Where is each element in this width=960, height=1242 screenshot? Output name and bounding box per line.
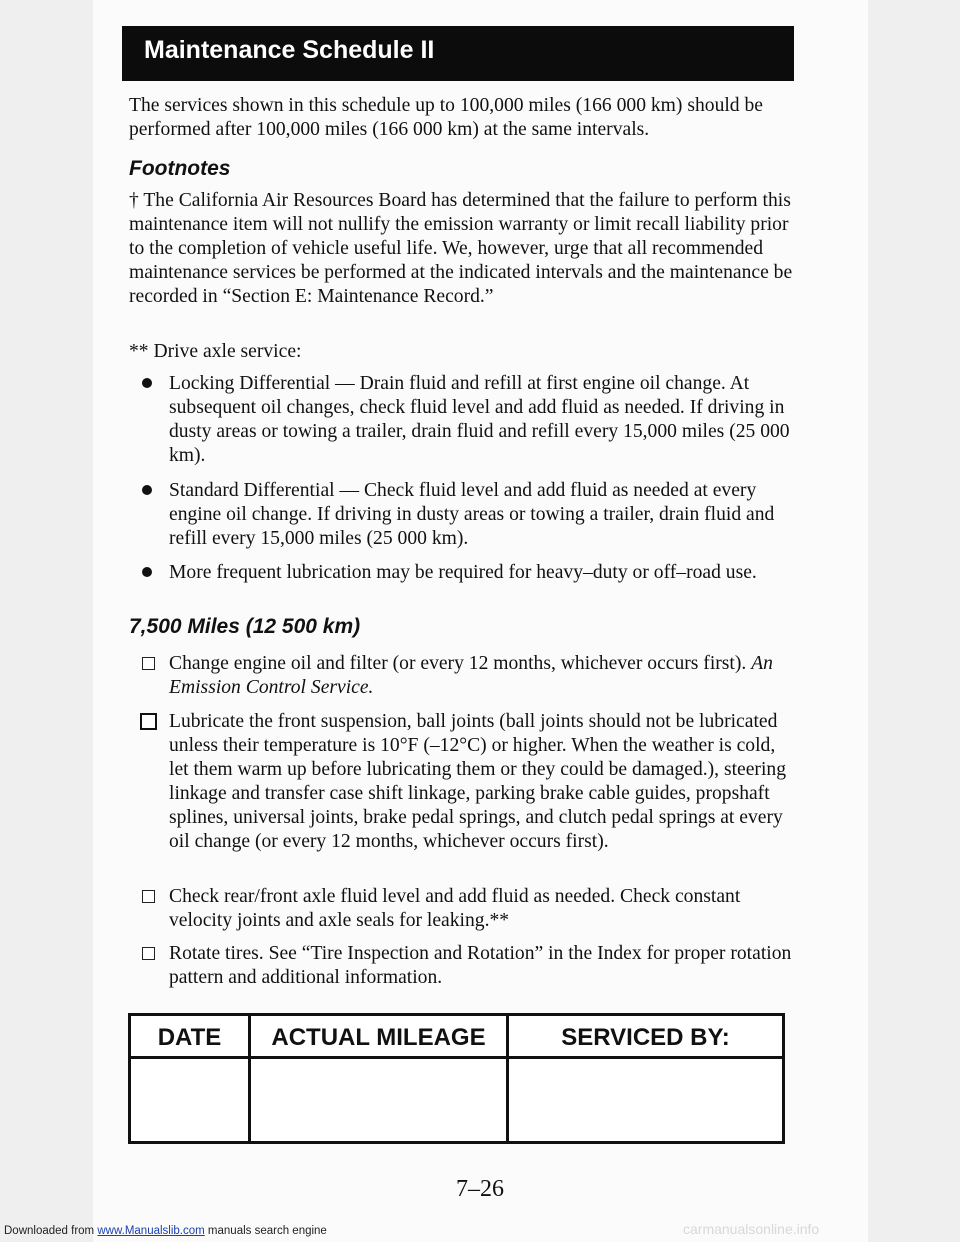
table-header-row: [131, 1016, 782, 1059]
checklist-item-lubricate: [139, 710, 794, 854]
checklist-text: Rotate tires. See “Tire Inspection and Rotation” in the Index for proper rotation pattern and additional information.: [169, 943, 792, 988]
checkbox-icon[interactable]: [142, 947, 155, 960]
checklist-text: Check rear/front axle fluid level and add fluid as needed. Check constant velocity joints and axle seals for leaking.**: [169, 886, 741, 931]
checklist-text: Change engine oil and filter (or every 12 months, whichever occurs first). An Emission Control Service.: [169, 653, 773, 698]
bullet-frequent-lubrication: [139, 561, 794, 585]
col-header-actual-mileage: ACTUAL MILEAGE: [271, 1024, 486, 1051]
manualslib-link[interactable]: www.Manualslib.com: [97, 1225, 205, 1237]
checklist-item-oil-change: [139, 652, 794, 700]
bullet-dot-icon: [142, 485, 152, 495]
checkbox-icon[interactable]: [140, 713, 157, 730]
page-number: 7–26: [456, 1176, 504, 1202]
download-footer: [4, 1225, 327, 1237]
bullet-text: More frequent lubrication may be required for heavy–duty or off–road use.: [169, 562, 757, 583]
bullet-locking-differential: [139, 372, 794, 468]
bullet-text: Standard Differential — Check fluid level and add fluid as needed at every engine oil change. If driving in dusty areas or towing a trailer, drain fluid and refill every 15,000 miles (25 000 km).: [169, 480, 775, 549]
footer-prefix: Downloaded from: [4, 1225, 95, 1237]
bullet-dot-icon: [142, 378, 152, 388]
maintenance-record-table: [128, 1013, 785, 1144]
bullet-dot-icon: [142, 567, 152, 577]
emission-service-note: An Emission Control Service.: [169, 653, 773, 698]
footnotes-heading: Footnotes: [129, 157, 231, 180]
page-title: Maintenance Schedule II: [144, 36, 435, 64]
intro-paragraph: The services shown in this schedule up to 100,000 miles (166 000 km) should be performed after 100,000 miles (166 000 km) at the same intervals.: [129, 95, 763, 140]
serviced-by-cell[interactable]: [509, 1059, 779, 1138]
checklist-item-axle-fluid: [139, 885, 794, 933]
watermark-text: carmanualsonline.info: [683, 1221, 820, 1237]
checklist-text: Lubricate the front suspension, ball joints (ball joints should not be lubricated unless their temperature is 10°F (–12°C) or higher. When the weather is cold, let them warm up before lubricating them or they could be damaged.), steering linkage and transfer case shift linkage, parking brake cable guides, propshaft splines, universal joints, brake pedal springs, and clutch pedal springs at every oil change (or every 12 months, whichever occurs first).: [169, 711, 786, 852]
interval-heading: 7,500 Miles (12 500 km): [129, 615, 361, 638]
date-cell[interactable]: [131, 1059, 248, 1138]
checkbox-icon[interactable]: [142, 657, 155, 670]
col-header-date: DATE: [157, 1024, 222, 1051]
section-header-bar: [122, 26, 794, 81]
col-header-serviced-by: SERVICED BY:: [561, 1024, 730, 1051]
footnote-dagger: † The California Air Resources Board has determined that the failure to perform this maintenance item will not nullify the emission warranty or limit recall liability prior to the completion of vehicle useful life. We, however, urge that all recommended maintenance services be performed at the indicated intervals and the maintenance be recorded in “Section E: Maintenance Record.”: [129, 190, 793, 307]
bullet-text: Locking Differential — Drain fluid and refill at first engine oil change. At subsequent oil changes, check fluid level and add fluid as needed. If driving in dusty areas or towing a trailer, drain fluid and refill every 15,000 miles (25 000 km).: [169, 373, 790, 466]
mileage-cell[interactable]: [251, 1059, 506, 1138]
checklist-item-rotate-tires: [139, 942, 794, 990]
footer-suffix: manuals search engine: [207, 1225, 327, 1237]
footnote-drive-axle: ** Drive axle service:: [129, 341, 302, 362]
bullet-standard-differential: [139, 479, 794, 551]
checkbox-icon[interactable]: [142, 890, 155, 903]
